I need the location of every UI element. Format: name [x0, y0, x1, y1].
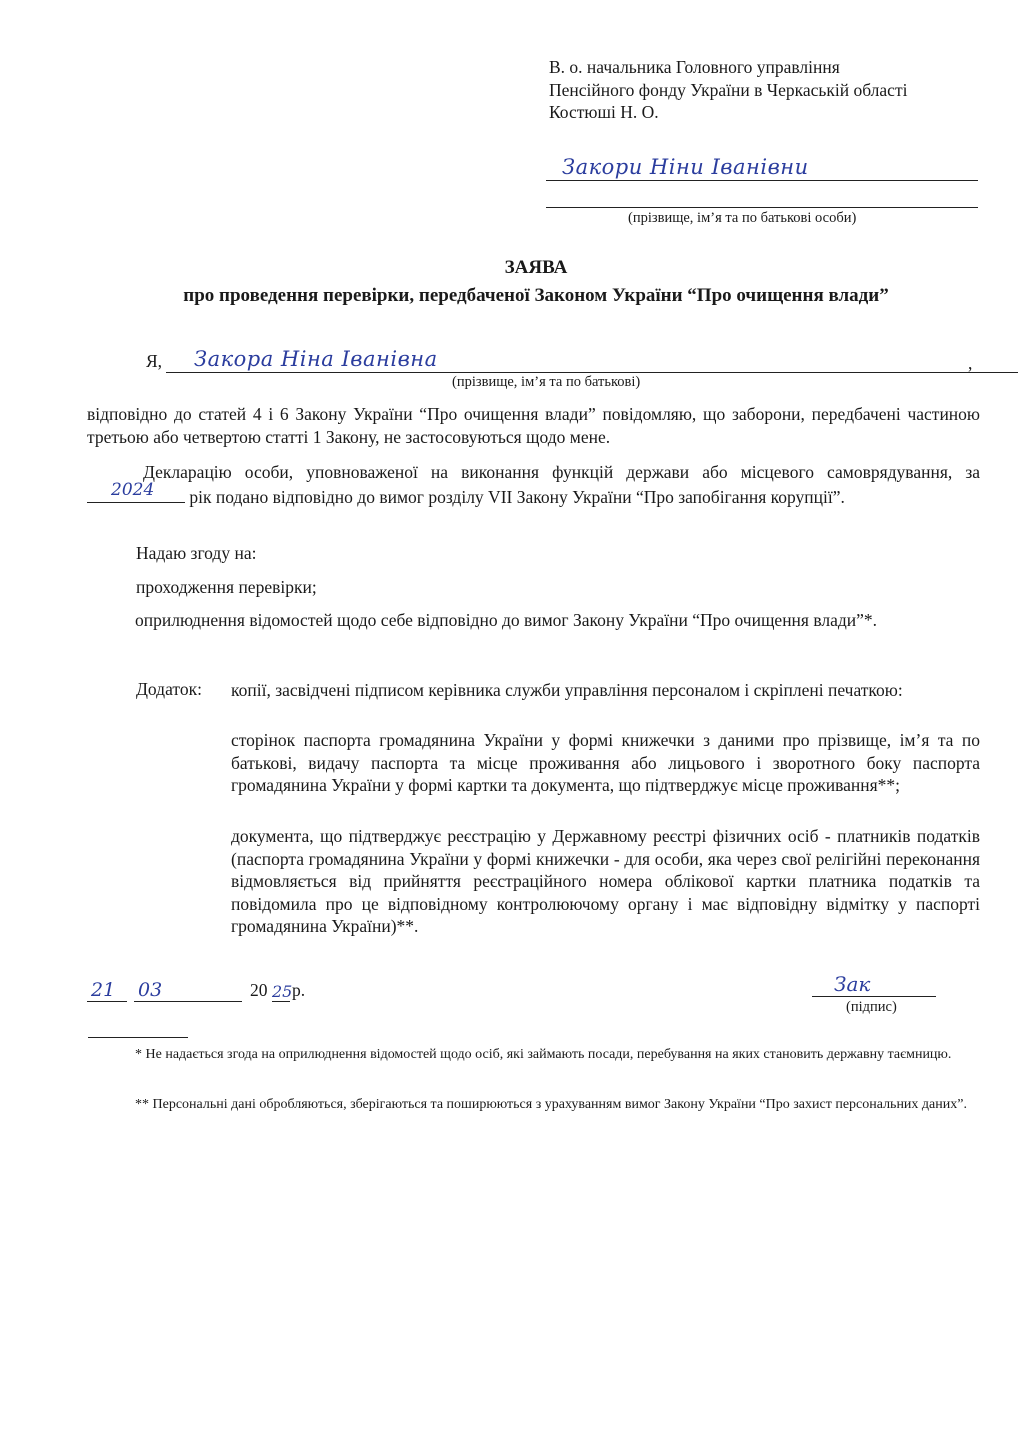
declarant-comma: , — [968, 353, 973, 373]
addressee-line-3: Костюші Н. О. — [549, 102, 659, 122]
signature-caption: (підпис) — [846, 999, 897, 1015]
addressee-line-1: В. о. начальника Головного управління — [549, 57, 840, 77]
date-day-blank — [87, 977, 127, 1002]
document-title — [0, 254, 1018, 310]
date-month-blank — [134, 977, 242, 1002]
consent-item-2: оприлюднення відомостей щодо себе відповідно до вимог Закону України “Про очищення влади”*. — [135, 610, 878, 630]
paragraph-2-before: Декларацію особи, уповноваженої на виконання функцій держави або місцевого самоврядування, за — [143, 462, 980, 482]
applicant-name-caption: (прізвище, ім’я та по батькові особи) — [628, 210, 857, 226]
declarant-name-handwritten: Закора Ніна Іванівна — [194, 347, 438, 371]
declarant-name-caption: (прізвище, ім’я та по батькові) — [452, 374, 641, 390]
date-month-handwritten: 03 — [138, 979, 163, 1001]
paragraph-2-after: рік подано відповідно до вимог розділу VII Закону України “Про запобігання корупції”. — [185, 486, 845, 507]
title-subtitle: про проведення перевірки, передбаченої Законом України “Про очищення влади” — [183, 285, 889, 306]
declarant-name-line — [166, 340, 1018, 373]
addressee-line-2: Пенсійного фонду України в Черкаській області — [549, 79, 908, 100]
attachment-item-2: сторінок паспорта громадянина України у формі книжечки з даними про прізвище, ім’я та по батькові, видачу паспорта та місце проживання або лицьового і зворотного боку паспорта громадянина України у формі картки та документа, що підтверджує місце проживання**; — [231, 730, 980, 795]
date-year-blank — [272, 977, 293, 1002]
footnote-2: ** Персональні дані обробляються, зберігаються та поширюються з урахуванням вимог Закону України “Про захист персональних даних”. — [135, 1097, 967, 1112]
paragraph-2 — [87, 461, 980, 508]
date-year-handwritten: 25 — [272, 982, 293, 1001]
applicant-name-genitive-handwritten: Закори Ніни Іванівни — [562, 155, 809, 179]
signature-handwritten: Зак — [834, 972, 871, 996]
attachment-label: Додаток: — [136, 679, 202, 699]
declarant-row — [146, 340, 986, 374]
footnote-1: * Не надається згода на оприлюднення відомостей щодо осіб, які займають посади, перебування на яких становить державну таємницю. — [135, 1047, 952, 1062]
paragraph-1: відповідно до статей 4 і 6 Закону України “Про очищення влади” повідомляю, що заборони, передбачені частиною третьою або четвертою статті 1 Закону, не застосовуються щодо мене. — [87, 404, 980, 447]
declaration-year-handwritten: 2024 — [111, 480, 155, 500]
date-year-suffix: р. — [292, 980, 306, 1000]
title-main: ЗАЯВА — [504, 257, 568, 278]
ya-label: Я, — [146, 351, 163, 371]
signature-line — [812, 970, 936, 997]
consent-item-1: проходження перевірки; — [136, 577, 317, 597]
date-year-prefix: 20 — [250, 980, 268, 1000]
attachment-item-1: копії, засвідчені підписом керівника служби управління персоналом і скріплені печаткою: — [231, 680, 903, 700]
attachment-item-3: документа, що підтверджує реєстрацію у Державному реєстрі фізичних осіб - платників податків (паспорта громадянина України у формі книжечки - для особи, яка через свої релігійні переконання відмовляється від прийняття реєстраційного номера облікової картки платника податків та повідомила про це відповідному контролюючому органу і має відповідну відмітку у паспорті громадянина України)**. — [231, 826, 980, 936]
addressee-block — [549, 56, 907, 124]
footnote-divider — [88, 1037, 188, 1038]
consent-intro: Надаю згоду на: — [136, 543, 257, 563]
applicant-name-line-2 — [546, 206, 978, 208]
applicant-name-line — [546, 146, 978, 181]
declaration-year-blank — [87, 480, 185, 503]
date-day-handwritten: 21 — [91, 979, 116, 1001]
